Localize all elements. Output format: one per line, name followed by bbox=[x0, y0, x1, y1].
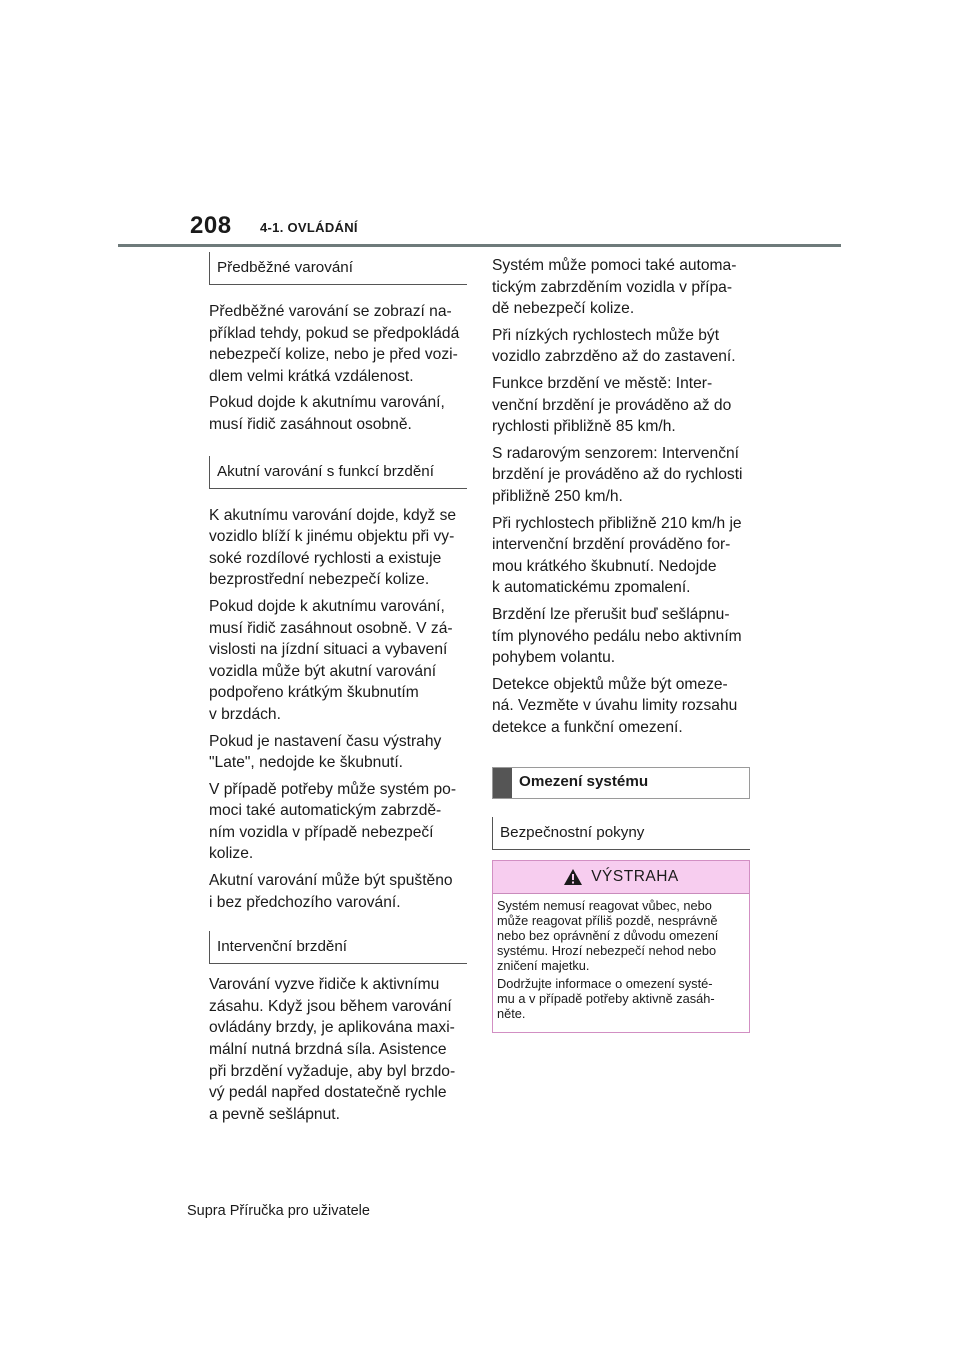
paragraph: Funkce brzdění ve městě: Inter- venční brzdění je prováděno až do rychlosti přibližně 85 km/h. bbox=[492, 374, 732, 436]
paragraph: S radarovým senzorem: Intervenční brzdění je prováděno až do rychlosti přibližně 250 km/h. bbox=[492, 444, 743, 505]
subheading-safety: Bezpečnostní pokyny bbox=[492, 817, 750, 850]
warning-header bbox=[493, 861, 749, 894]
system-limits-box bbox=[492, 767, 750, 799]
warning-title: VÝSTRAHA bbox=[591, 868, 679, 886]
intervention-text bbox=[209, 974, 467, 1125]
warning-paragraph: Dodržujte informace o omezení systé- mu a v případě potřeby aktivně zasáh- něte. bbox=[497, 976, 715, 1022]
acute-warning-text bbox=[209, 505, 467, 914]
left-column bbox=[209, 252, 467, 1125]
paragraph: Předběžné varování se zobrazí na- příklad tehdy, pokud se předpokládá nebezpečí kolize, nebo je před vozi- dlem velmi krátká vzdálenost. bbox=[209, 303, 460, 385]
paragraph: Akutní varování může být spuštěno i bez předchozího varování. bbox=[209, 872, 453, 911]
paragraph: V případě potřeby může systém po- moci také automatickým zabrzdě- ním vozidla v případě nebezpečí kolize. bbox=[209, 780, 457, 863]
right-text bbox=[492, 255, 750, 738]
warning-body bbox=[493, 894, 749, 1031]
warning-triangle-icon bbox=[563, 868, 583, 886]
paragraph: Systém může pomoci také automa- tickým zabrzděním vozidla v přípa- dě nebezpečí kolize. bbox=[492, 257, 737, 318]
system-limits-title: Omezení systému bbox=[519, 773, 649, 791]
subheading-intervention: Intervenční brzdění bbox=[209, 931, 467, 964]
paragraph: Při nízkých rychlostech může být vozidlo zabrzděno až do zastavení. bbox=[492, 326, 736, 366]
paragraph: Varování vyzve řidiče k aktivnímu zásahu. Když jsou během varování ovládány brzdy, je aplikována maxi- mální nutná brzdná síla. Asistence při brzdění vyžaduje, aby byl brzdo- vý pedál napřed dostatečně rychle a pevně sešlápnut. bbox=[209, 976, 456, 1123]
paragraph: Pokud dojde k akutnímu varování, musí řidič zasáhnout osobně. V zá- vislosti na jízdní situaci a vybavení vozidla může být akutní varování podpořeno krátkým škubnutím v brzdách. bbox=[209, 597, 453, 723]
subheading-pre-warning: Předběžné varování bbox=[209, 252, 467, 285]
paragraph: Při rychlostech přibližně 210 km/h je intervenční brzdění prováděno for- mou krátkého škubnutí. Nedojde k automatickému zpomalení. bbox=[492, 514, 742, 597]
paragraph: Pokud je nastavení času výstrahy "Late", nedojde ke škubnutí. bbox=[209, 732, 442, 772]
right-column bbox=[492, 255, 750, 1033]
header-rule bbox=[118, 244, 841, 247]
box-accent-bar bbox=[493, 768, 512, 798]
warning-box bbox=[492, 860, 750, 1032]
paragraph: K akutnímu varování dojde, když se vozidlo blíží k jinému objektu při vy- soké rozdílové rychlosti a existuje bezprostřední nebezpečí kolize. bbox=[209, 506, 457, 589]
paragraph: Pokud dojde k akutnímu varování, musí řidič zasáhnout osobně. bbox=[209, 394, 445, 433]
section-title: 4-1. OVLÁDÁNÍ bbox=[260, 220, 358, 235]
warning-paragraph: Systém nemusí reagovat vůbec, nebo může reagovat příliš pozdě, nesprávně nebo bez oprávnění z důvodu omezení systému. Hrozí nebezpečí nehod nebo zničení majetku. bbox=[497, 898, 719, 973]
page-number: 208 bbox=[190, 212, 232, 239]
pre-warning-text bbox=[209, 301, 467, 436]
paragraph: Brzdění lze přerušit buď sešlápnu- tím plynového pedálu nebo aktivním pohybem volantu. bbox=[492, 605, 742, 667]
footer-text: Supra Příručka pro uživatele bbox=[187, 1203, 370, 1219]
subheading-acute-warning: Akutní varování s funkcí brzdění bbox=[209, 456, 467, 489]
paragraph: Detekce objektů může být omeze- ná. Vezměte v úvahu limity rozsahu detekce a funkční omezení. bbox=[492, 675, 738, 736]
